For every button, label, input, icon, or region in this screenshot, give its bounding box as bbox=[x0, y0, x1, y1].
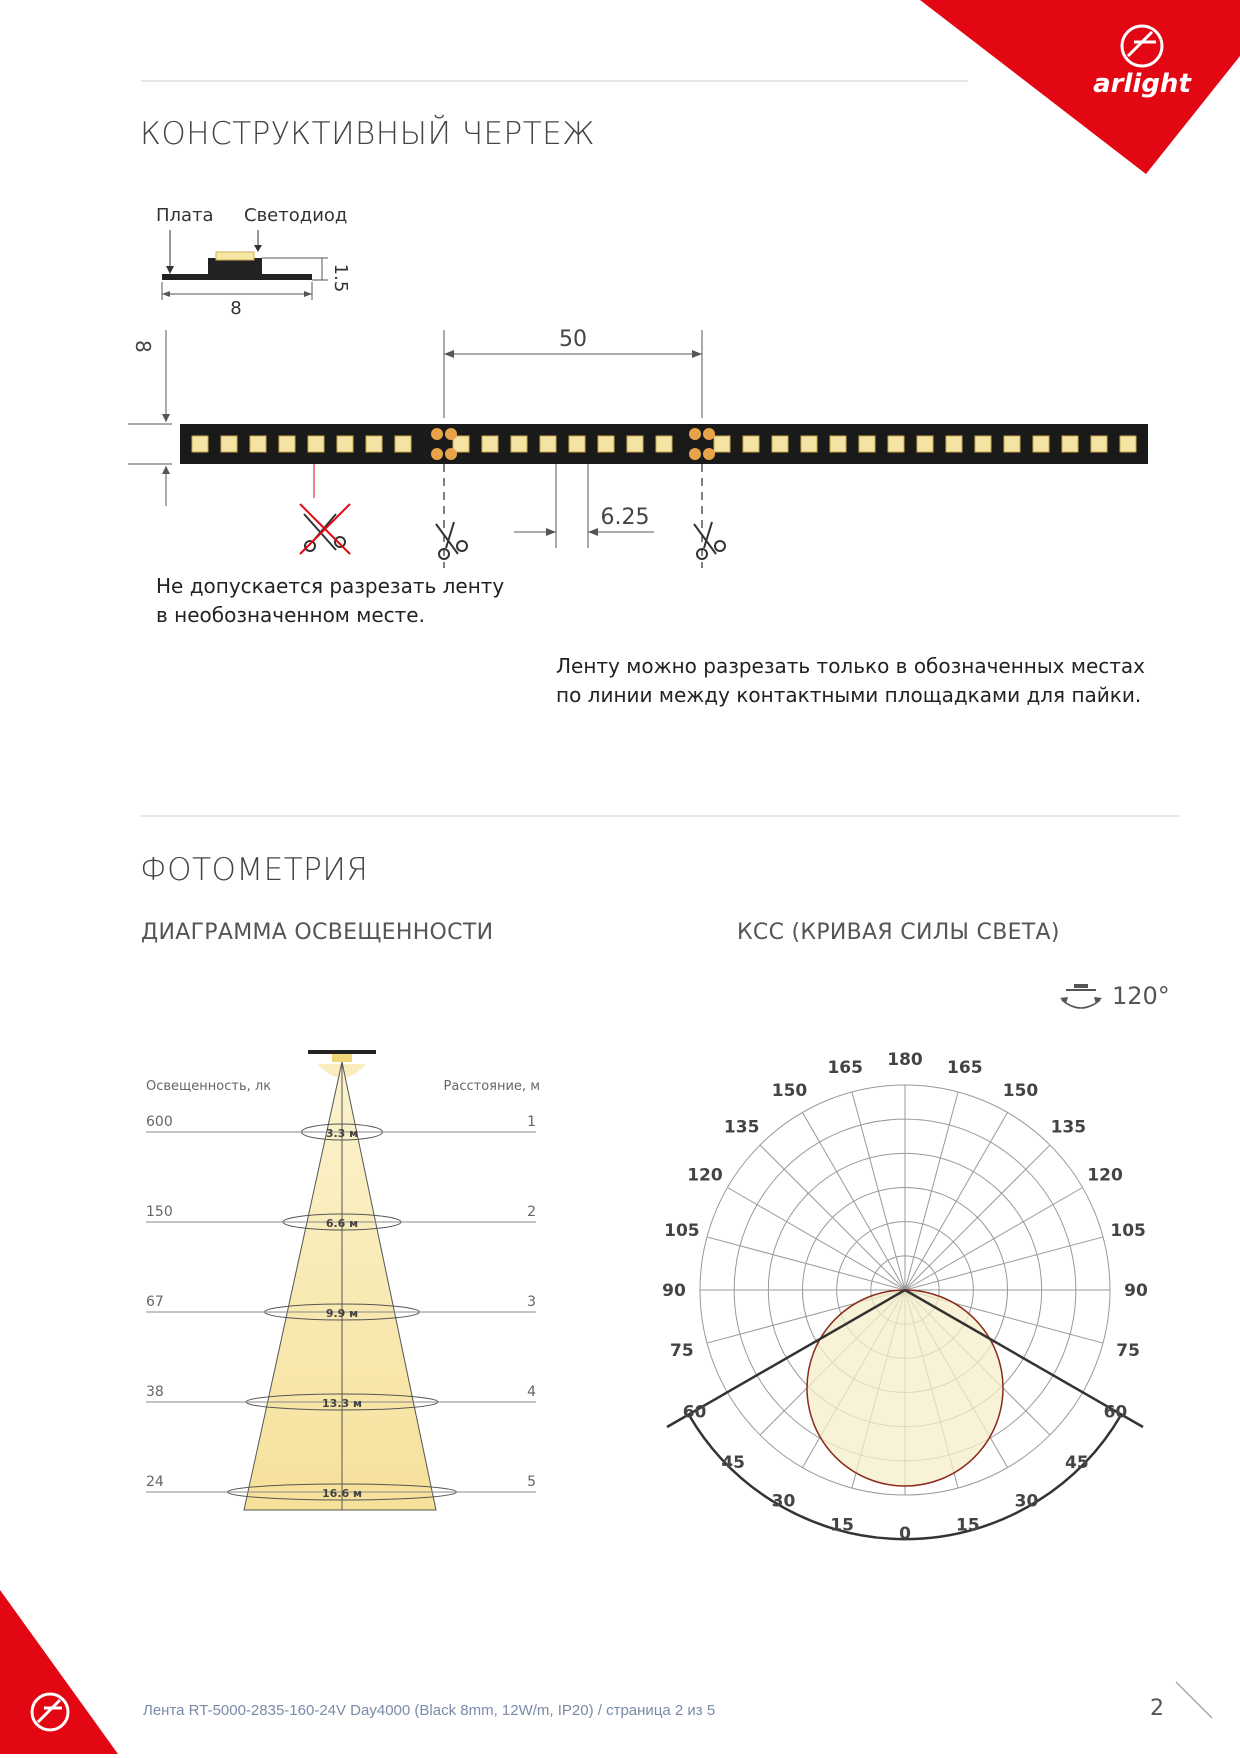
beam-angle-value: 120° bbox=[1112, 982, 1170, 1010]
illum-diameter-label: 6.6 м bbox=[325, 1217, 359, 1230]
led-chip bbox=[569, 436, 585, 452]
illum-label-right: Расстояние, м bbox=[443, 1079, 540, 1094]
led-chip bbox=[743, 436, 759, 452]
polar-angle-label: 45 bbox=[1064, 1452, 1089, 1473]
brand-corner bbox=[920, 0, 1240, 180]
illum-distance-label: 5 bbox=[527, 1474, 536, 1490]
polar-spoke bbox=[905, 1112, 1008, 1290]
illum-diameter-label: 13.3 м bbox=[322, 1397, 362, 1410]
led-chip bbox=[1120, 436, 1136, 452]
illuminance-diagram bbox=[140, 1040, 550, 1520]
polar-angle-label: 135 bbox=[723, 1117, 760, 1138]
solder-pad bbox=[689, 448, 701, 460]
polar-angle-label: 75 bbox=[1116, 1340, 1140, 1361]
polar-angle-label: 15 bbox=[956, 1515, 980, 1536]
illum-distance-label: 1 bbox=[527, 1114, 536, 1130]
illum-lux-label: 600 bbox=[146, 1114, 173, 1130]
brand-logo-text: arlight bbox=[1093, 69, 1191, 99]
polar-angle-label: 0 bbox=[899, 1524, 911, 1544]
ksc-curve bbox=[807, 1290, 1003, 1486]
led-chip bbox=[1033, 436, 1049, 452]
ksc-title: КСС (КРИВАЯ СИЛЫ СВЕТА) bbox=[737, 920, 1060, 945]
footer-text: Лента RT-5000-2835-160-24V Day4000 (Black 8mm, 12W/m, IP20) / страница 2 из 5 bbox=[143, 1702, 716, 1719]
illum-lux-label: 38 bbox=[146, 1384, 164, 1400]
solder-pad bbox=[445, 448, 457, 460]
led-chip bbox=[511, 436, 527, 452]
strip-drawing bbox=[128, 318, 1148, 578]
polar-angle-label: 120 bbox=[687, 1165, 723, 1186]
illum-diameter-label: 9.9 м bbox=[325, 1307, 359, 1320]
dim-segment: 50 bbox=[559, 327, 587, 352]
led-chip bbox=[598, 436, 614, 452]
led-chip bbox=[714, 436, 730, 452]
led-chip bbox=[1062, 436, 1078, 452]
solder-pad bbox=[703, 448, 715, 460]
polar-angle-label: 90 bbox=[662, 1281, 686, 1301]
brand-corner-bottom-shape bbox=[0, 1590, 120, 1754]
illum-lux-label: 150 bbox=[146, 1204, 173, 1220]
brand-corner-bottom bbox=[0, 1590, 120, 1754]
polar-angle-label: 150 bbox=[771, 1080, 808, 1101]
illum-distance-label: 2 bbox=[527, 1204, 536, 1220]
dim-pitch: 6.25 bbox=[600, 505, 650, 530]
illum-diagram-title: ДИАГРАММА ОСВЕЩЕННОСТИ bbox=[141, 920, 494, 945]
illum-lux-label: 24 bbox=[146, 1474, 164, 1490]
polar-angle-label: 150 bbox=[1002, 1080, 1039, 1101]
led-chip bbox=[279, 436, 295, 452]
polar-angle-label: 180 bbox=[887, 1050, 923, 1070]
section-title-drawing: КОНСТРУКТИВНЫЙ ЧЕРТЕЖ bbox=[140, 116, 595, 152]
solder-pad bbox=[445, 428, 457, 440]
led-chip bbox=[366, 436, 382, 452]
led-chip bbox=[888, 436, 904, 452]
polar-spoke bbox=[905, 1188, 1083, 1291]
note-allowed-line-1: Ленту можно разрезать только в обозначенных местах bbox=[556, 654, 1145, 678]
led-chip bbox=[975, 436, 991, 452]
illum-lux-label: 67 bbox=[146, 1294, 164, 1310]
led-chip bbox=[540, 436, 556, 452]
dim-width-small: 8 bbox=[230, 298, 242, 319]
dim-width: 8 bbox=[131, 340, 155, 353]
note-allowed bbox=[556, 652, 1145, 710]
polar-angle-label: 135 bbox=[1050, 1117, 1087, 1138]
polar-angle-label: 165 bbox=[827, 1057, 863, 1078]
polar-angle-label: 60 bbox=[1103, 1402, 1128, 1423]
solder-pad bbox=[431, 448, 443, 460]
led-chip bbox=[946, 436, 962, 452]
solder-pad bbox=[689, 428, 701, 440]
label-board: Плата bbox=[156, 205, 214, 226]
led-chip bbox=[627, 436, 643, 452]
fixture-icon bbox=[308, 1050, 376, 1054]
solder-pad bbox=[703, 428, 715, 440]
led-chip bbox=[1091, 436, 1107, 452]
polar-spoke bbox=[803, 1112, 906, 1290]
scissors-icon bbox=[694, 522, 725, 559]
led-chip bbox=[395, 436, 411, 452]
polar-angle-label: 105 bbox=[664, 1221, 700, 1242]
led-chip bbox=[1004, 436, 1020, 452]
polar-spoke bbox=[905, 1145, 1050, 1290]
dim-thickness: 1.5 bbox=[330, 263, 351, 293]
scissors-icon bbox=[436, 522, 467, 559]
led-chip bbox=[337, 436, 353, 452]
polar-angle-label: 30 bbox=[771, 1491, 796, 1512]
led-chip bbox=[772, 436, 788, 452]
illum-diameter-label: 3.3 м bbox=[325, 1127, 359, 1140]
led-chip bbox=[830, 436, 846, 452]
note-forbidden-line-2: в необозначенном месте. bbox=[156, 603, 425, 627]
polar-angle-label: 120 bbox=[1087, 1165, 1123, 1186]
page-corner-line bbox=[1174, 1680, 1214, 1720]
illum-distance-label: 3 bbox=[527, 1294, 536, 1310]
note-allowed-line-2: по линии между контактными площадками для пайки. bbox=[556, 683, 1142, 707]
illum-distance-label: 4 bbox=[527, 1384, 536, 1400]
label-led: Светодиод bbox=[244, 205, 348, 226]
led-chip bbox=[192, 436, 208, 452]
polar-angle-label: 60 bbox=[682, 1402, 707, 1423]
polar-angle-label: 75 bbox=[670, 1340, 694, 1361]
profile-drawing bbox=[150, 200, 370, 320]
note-forbidden-line-1: Не допускается разрезать ленту bbox=[156, 574, 505, 598]
page-number: 2 bbox=[1150, 1696, 1164, 1721]
beam-angle bbox=[1056, 980, 1186, 1020]
led-chip bbox=[308, 436, 324, 452]
polar-angle-label: 165 bbox=[947, 1057, 983, 1078]
section-title-photometry: ФОТОМЕТРИЯ bbox=[140, 852, 369, 888]
polar-angle-label: 45 bbox=[721, 1452, 746, 1473]
section-divider bbox=[141, 815, 1179, 817]
polar-spoke bbox=[727, 1188, 905, 1291]
brand-corner-shape bbox=[920, 0, 1240, 180]
polar-diagram bbox=[640, 1040, 1160, 1560]
led-chip bbox=[482, 436, 498, 452]
illum-diameter-label: 16.6 м bbox=[322, 1487, 362, 1500]
polar-angle-label: 15 bbox=[830, 1515, 854, 1536]
led-chip bbox=[656, 436, 672, 452]
illum-label-left: Освещенность, лк bbox=[146, 1079, 272, 1094]
led-chip bbox=[250, 436, 266, 452]
polar-angle-label: 105 bbox=[1110, 1221, 1146, 1242]
section-divider bbox=[141, 80, 968, 82]
led-chip bbox=[859, 436, 875, 452]
led-chip bbox=[453, 436, 469, 452]
polar-spoke bbox=[760, 1145, 905, 1290]
polar-angle-label: 90 bbox=[1124, 1281, 1148, 1301]
led-chip bbox=[801, 436, 817, 452]
polar-angle-label: 30 bbox=[1014, 1491, 1039, 1512]
solder-pad bbox=[431, 428, 443, 440]
led-chip bbox=[221, 436, 237, 452]
scissors-forbidden-icon bbox=[300, 504, 350, 554]
note-forbidden bbox=[156, 572, 504, 630]
led-chip bbox=[917, 436, 933, 452]
